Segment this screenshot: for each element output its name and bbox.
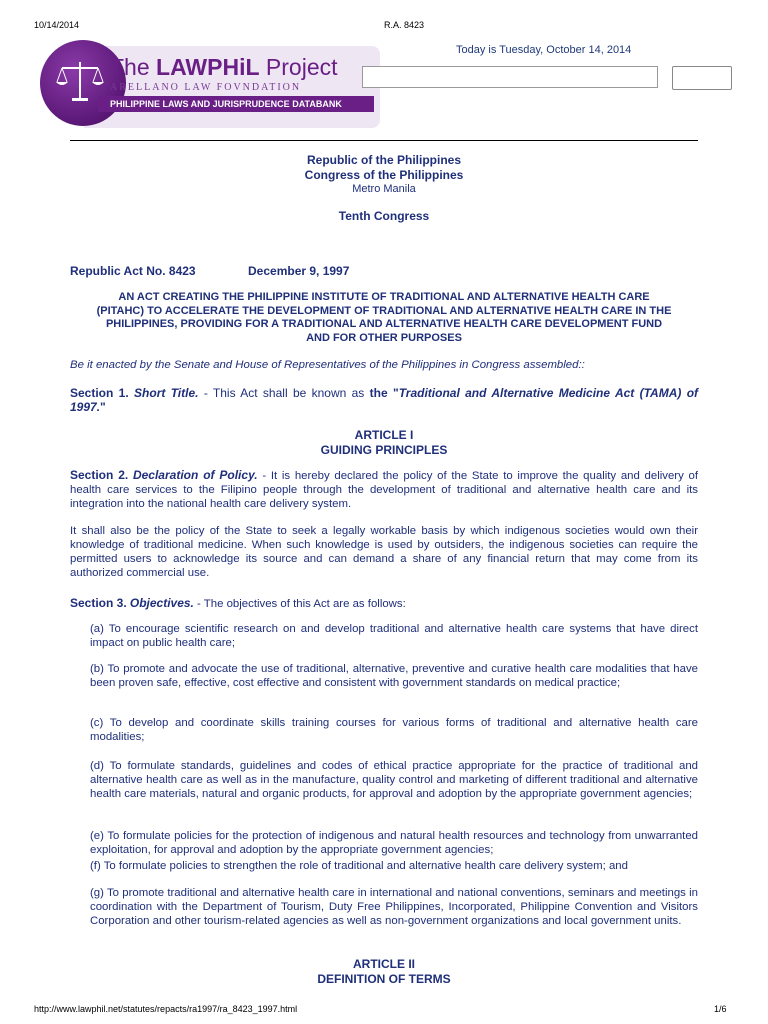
section-2-paragraph: It shall also be the policy of the State to seek a legally workable basis by which indigenous societies would own their knowledge of traditional medicine. When such knowledge is used by outsiders, the indigenous societies can require the permitted users to acknowledge its source and can demand a share of any financial return that may come from its authorized commercial use. xyxy=(70,525,698,579)
search-input[interactable] xyxy=(362,66,658,88)
article-1-number: ARTICLE I xyxy=(354,428,414,442)
today-date: Today is Tuesday, October 14, 2014 xyxy=(456,44,632,56)
section-name: Declaration of Policy. xyxy=(132,468,258,482)
act-date: December 9, 1997 xyxy=(248,264,350,278)
act-title-line: (PITAHC) TO ACCELERATE THE DEVELOPMENT OF TRADITIONAL AND ALTERNATIVE HEALTH CARE IN THE xyxy=(96,304,672,317)
heading-congress: Congress of the Philippines xyxy=(304,168,464,182)
enacting-clause: Be it enacted by the Senate and House of Representatives of the Philippines in Congress assembled:: xyxy=(70,359,585,371)
objective-item: (f) To formulate policies to strengthen the role of traditional and alternative health care delivery system; and xyxy=(90,860,628,872)
objective-item: (g) To promote traditional and alternative health care in international and national conventions, seminars and meetings in coordination with the Department of Tourism, Duty Free Philippines, Incorporated, Philippine Convention and Visitors Corporation and other tourism-related agencies as well as non-government organizations and local government units. xyxy=(90,887,698,927)
section-name: Short Title. xyxy=(134,386,199,400)
section-3 xyxy=(70,596,698,611)
heading-republic: Republic of the Philippines xyxy=(306,153,461,167)
section-1 xyxy=(70,386,698,414)
section-label: Section 2. xyxy=(70,468,129,482)
section-label: Section 3. xyxy=(70,596,127,610)
objective-item: (a) To encourage scientific research on and develop traditional and alternative health care systems that have direct impact on public health care; xyxy=(90,623,698,649)
print-doc-title: R.A. 8423 xyxy=(384,20,425,30)
short-title: Traditional and Alternative Medicine Act (TAMA) of 1997. xyxy=(70,386,699,414)
objective-item: (d) To formulate standards, guidelines and codes of ethical practice appropriate for the practice of traditional and alternative health care as well as in the manufacture, quality control and marketing of different traditional and alternative health care materials, natural and organic products, for approval and adoption by the appropriate government agencies; xyxy=(90,760,698,800)
section-quote-open: the " xyxy=(369,386,399,400)
act-number: Republic Act No. 8423 xyxy=(70,264,196,278)
section-text: - The objectives of this Act are as follows: xyxy=(193,598,406,610)
act-title xyxy=(70,291,698,345)
print-date: 10/14/2014 xyxy=(34,20,80,30)
header-divider xyxy=(70,140,698,141)
act-title-line: AND FOR OTHER PURPOSES xyxy=(306,331,462,344)
lawphil-logo[interactable] xyxy=(40,40,360,130)
objective-item: (e) To formulate policies for the protection of indigenous and natural health resources and technology from unwarranted exploitation, for approval and adoption by the appropriate government agencies; xyxy=(90,830,698,856)
search-button[interactable] xyxy=(672,66,732,90)
logo-foundation: ARELLANO LAW FOVNDATION xyxy=(110,82,302,93)
heading-tenth-congress: Tenth Congress xyxy=(338,209,430,223)
section-quote-close: " xyxy=(100,400,106,414)
page-number: 1/6 xyxy=(714,1004,727,1014)
act-title-line: AN ACT CREATING THE PHILIPPINE INSTITUTE OF TRADITIONAL AND ALTERNATIVE HEALTH CARE xyxy=(118,291,650,303)
article-1-name: GUIDING PRINCIPLES xyxy=(320,443,448,457)
article-2-number: ARTICLE II xyxy=(353,957,415,971)
logo-title: The LAWPHiL Project xyxy=(110,54,338,80)
section-2 xyxy=(70,468,698,511)
heading-location: Metro Manila xyxy=(352,183,416,195)
section-text: - It is hereby declared the policy of the State to improve the quality and delivery of health care services to the Filipino people through the development of traditional and alternative health care and its integration into the national health care delivery system. xyxy=(70,470,698,510)
objective-item: (c) To develop and coordinate skills training courses for various forms of traditional and alternative health care modalities; xyxy=(90,717,698,743)
section-text: - This Act shall be known as xyxy=(198,386,370,400)
print-url[interactable]: http://www.lawphil.net/statutes/repacts/ra1997/ra_8423_1997.html xyxy=(34,1004,298,1014)
section-name: Objectives. xyxy=(129,596,194,610)
act-title-line: PHILIPPINES, PROVIDING FOR A TRADITIONAL AND ALTERNATIVE HEALTH CARE DEVELOPMENT FUND xyxy=(105,318,663,330)
article-2-name: DEFINITION OF TERMS xyxy=(317,972,451,986)
objective-item: (b) To promote and advocate the use of traditional, alternative, preventive and curative health care modalities that have been proven safe, effective, cost effective and consistent with government standards on medical practice; xyxy=(90,663,698,689)
logo-tagline: PHILIPPINE LAWS AND JURISPRUDENCE DATABANK xyxy=(98,96,374,112)
section-label: Section 1. xyxy=(70,386,129,400)
